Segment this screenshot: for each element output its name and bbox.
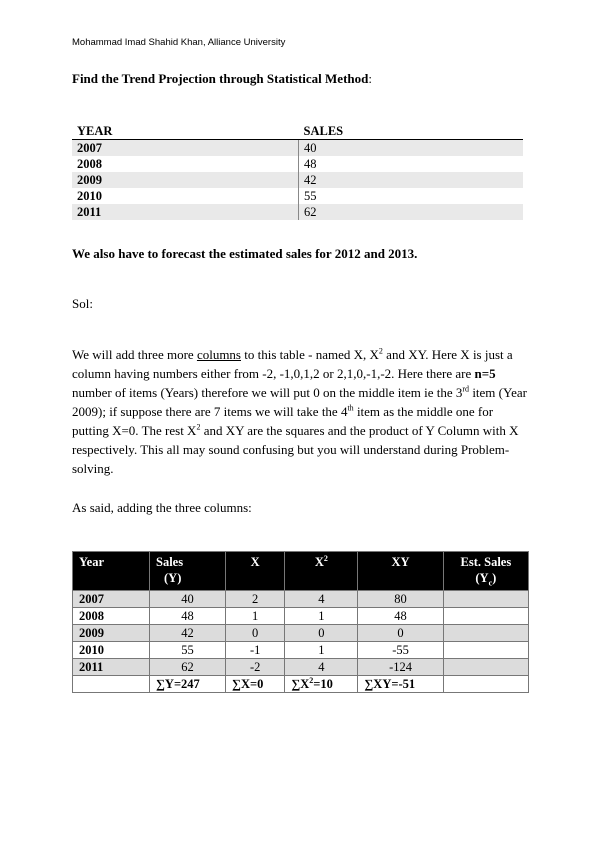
superscript: 2: [196, 422, 201, 432]
sum-x-cell: ∑X=0: [226, 676, 285, 693]
table-row: [73, 625, 529, 642]
x2-cell: 0: [285, 625, 358, 642]
year-cell: 2009: [72, 172, 299, 188]
xy-cell: 80: [358, 591, 443, 608]
sales-cell: 40: [150, 591, 226, 608]
n-equals: n=5: [474, 366, 496, 381]
sales-cell: 48: [299, 156, 524, 172]
subscript: c: [488, 578, 493, 588]
superscript: rd: [462, 384, 470, 394]
est-sales-label: Est. Sales: [460, 555, 512, 569]
sales-cell: 62: [150, 659, 226, 676]
year-header: Year: [73, 552, 150, 591]
table-row: [72, 204, 523, 220]
year-cell: 2007: [72, 140, 299, 157]
sum-x2-cell: [285, 676, 358, 693]
x2-cell: 4: [285, 659, 358, 676]
est-cell: [443, 642, 528, 659]
xy-cell: 48: [358, 608, 443, 625]
est-cell: [443, 591, 528, 608]
para-text: number of items (Years) therefore we will put 0 on the middle item ie the 3: [72, 385, 463, 400]
sales-table: [72, 123, 523, 220]
solution-label: Sol:: [72, 296, 93, 311]
x-cell: -2: [226, 659, 285, 676]
title-colon: :: [368, 71, 372, 86]
year-cell: 2011: [72, 204, 299, 220]
xy-cell: -124: [358, 659, 443, 676]
table-row: [73, 659, 529, 676]
sales-header: SALES: [299, 123, 524, 140]
table-row: [73, 608, 529, 625]
para-text: We will add three more: [72, 347, 197, 362]
table-row: [73, 642, 529, 659]
year-cell: 2007: [73, 591, 150, 608]
est-sub-close: ): [492, 571, 497, 585]
table-row: [72, 156, 523, 172]
year-cell: 2010: [77, 189, 102, 203]
sales-cell: 62: [299, 204, 524, 220]
title-text: Find the Trend Projection through Statistical Method: [72, 71, 369, 86]
year-cell: 2011: [73, 659, 150, 676]
explanation-paragraph: [72, 345, 532, 478]
totals-label-cell: [73, 676, 150, 693]
x-cell: 1: [226, 608, 285, 625]
para-text: item (Year 2009); if suppose there are 7 items we will take the 4: [72, 385, 527, 419]
totals-row: [73, 676, 529, 693]
est-cell: [443, 625, 528, 642]
xy-header: XY: [358, 552, 443, 591]
x-cell: 0: [226, 625, 285, 642]
x2-header: [285, 552, 358, 591]
year-cell: 2009: [73, 625, 150, 642]
columns-link-text: columns: [196, 347, 241, 362]
year-cell: 2008: [73, 608, 150, 625]
sales-cell: 55: [150, 642, 226, 659]
sum-x2-a: ∑X: [291, 677, 310, 691]
para-text: to this table - named X, X: [241, 347, 379, 362]
superscript: 2: [309, 675, 314, 685]
table-row: [72, 172, 523, 188]
superscript: th: [347, 403, 354, 413]
sales-cell: 48: [150, 608, 226, 625]
year-cell: 2008: [77, 157, 102, 171]
table-row: [73, 591, 529, 608]
sales-cell: 40: [299, 140, 524, 157]
sales-header: [150, 552, 226, 591]
sum-x2-b: =10: [313, 677, 333, 691]
superscript: 2: [378, 346, 383, 356]
est-sub-open: (Y: [475, 571, 489, 585]
x-cell: -1: [226, 642, 285, 659]
para-text: and XY are the squares and the product of Y Column with X respectively. This all may sound confusing but you will understand during Problem-solving.: [72, 423, 519, 476]
trend-table: [72, 551, 529, 693]
sales-cell: 55: [299, 188, 524, 204]
sum-xy-cell: ∑XY=-51: [358, 676, 443, 693]
year-header: YEAR: [72, 123, 299, 140]
x2-cell: 4: [285, 591, 358, 608]
trend-table-header: [73, 552, 529, 591]
xy-cell: 0: [358, 625, 443, 642]
superscript: 2: [323, 553, 328, 563]
est-cell: [443, 659, 528, 676]
est-sales-sub: [475, 571, 497, 588]
year-cell: 2010: [73, 642, 150, 659]
est-total-cell: [443, 676, 528, 693]
x-header: X: [226, 552, 285, 591]
table-row: [72, 140, 523, 157]
est-sales-header: [443, 552, 528, 591]
table-row: [72, 188, 523, 204]
sales-header-label: Sales: [156, 555, 184, 569]
page-header: Mohammad Imad Shahid Khan, Alliance University: [72, 37, 286, 48]
x2-cell: 1: [285, 608, 358, 625]
sales-cell: 42: [299, 172, 524, 188]
xy-cell: -55: [358, 642, 443, 659]
forecast-heading: We also have to forecast the estimated sales for 2012 and 2013.: [72, 246, 418, 261]
est-cell: [443, 608, 528, 625]
x2-header-label: X: [314, 555, 324, 569]
x2-cell: 1: [285, 642, 358, 659]
para-text: item as the middle one for putting X=0. The rest X: [72, 404, 494, 438]
para-text: and XY. Here X is just a column having numbers either from -2, -1,0,1,2 or 2,1,0,-1,-2. Here there are: [72, 347, 513, 381]
sales-cell: 42: [150, 625, 226, 642]
sales-header-sub: (Y): [164, 571, 182, 585]
columns-intro: As said, adding the three columns:: [72, 500, 252, 515]
sum-y-cell: ∑Y=247: [150, 676, 226, 693]
x-cell: 2: [226, 591, 285, 608]
sales-table-header: [72, 123, 523, 140]
page-title: [72, 71, 372, 87]
